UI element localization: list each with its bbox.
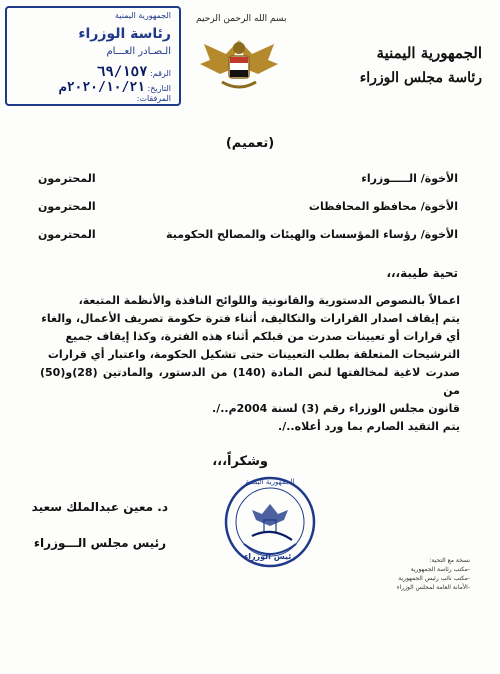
stamp-date-row [21,80,171,95]
body-line: قانون مجلس الوزراء رقم (3) لسنة 2004م../. [212,402,460,415]
stamp-date-value: ٢٠٢٠/١٠/٢١م [58,80,145,95]
body-line: أي قرارات أو تعيينات صدرت من قبلكم أثناء هذه الفترة، وكذا إيقاف جميع [65,330,460,343]
org-line-1: الجمهورية اليمنية [376,44,482,62]
stamp-header: الجمهورية اليمنية [114,11,171,20]
addressee-honorific: المحترمون [38,228,96,241]
stamp-attachments-row [21,94,171,103]
signatory-name: د. معين عبدالملك سعيد [31,500,168,514]
body-line: الترشيحات المتعلقة بطلب التعيينات حتى تشكيل الحكومة، واعتبار أي قرارات [47,348,460,361]
addressee-row [38,200,458,213]
seal-bottom-text: رئيس الوزراء [244,552,296,561]
outgoing-stamp [5,6,181,106]
yemen-eagle-emblem [196,34,282,96]
body-line: يتم إيقاف اصدار القرارات والتكاليف، أثناء فترة حكومة تصريف الأعمال، والغاء [41,312,460,325]
seal-top-text: الجمهورية اليمنية [245,478,295,486]
stamp-outgoing: الـصـادر العـــام [106,46,171,57]
compliance-line: يتم التقيد الصارم بما ورد أعلاه../. [278,420,460,433]
copies-item: -الأمانة العامة لمجلس الوزراء [396,584,470,591]
stamp-attachments-label: المرفقات: [136,94,171,103]
addressee-honorific: المحترمون [38,200,96,213]
org-line-2: رئاسة مجلس الوزراء [359,70,482,86]
copies-item: -مكتب رئاسة الجمهورية [410,566,470,573]
addressee-name: الأخوة/ رؤساء المؤسسات والهيئات والمصالح الحكومية [166,228,458,241]
copies-heading: نسخة مع التحية: [429,557,470,564]
stamp-org: رئاسة الوزراء [78,26,171,42]
stamp-number-label: الرقم: [150,69,171,78]
basmala: بسم الله الرحمن الرحيم [196,14,287,24]
addressee-row [38,228,458,241]
stamp-number-value: ٦٩/١٥٧ [96,64,148,80]
body-text [40,292,460,418]
stamp-date-label: التاريخ: [147,84,171,93]
signatory-title: رئيس مجلس الـــوزراء [33,536,166,550]
greeting: تحية طيبة،،، [386,266,458,280]
document-title: (تعميم) [225,136,275,151]
addressee-name: الأخوة/ الـــــوزراء [361,172,458,185]
body-line: اعمالاً بالنصوص الدستورية والقانونية واللوائح النافذة والأنظمة المتبعة، [78,294,460,307]
closing-thanks: وشكراً،،، [212,454,268,469]
copies-list [330,556,470,592]
addressee-honorific: المحترمون [38,172,96,185]
stamp-number-row [21,64,171,80]
addressee-row [38,172,458,185]
addressee-name: الأخوة/ محافظو المحافظات [308,200,458,213]
copies-item: -مكتب نائب رئيس الجمهورية [398,575,470,582]
body-line: صدرت لاغية لمخالفتها لنص المادة (140) من الدستور، والمادتين (28)و(50) من [40,366,461,397]
